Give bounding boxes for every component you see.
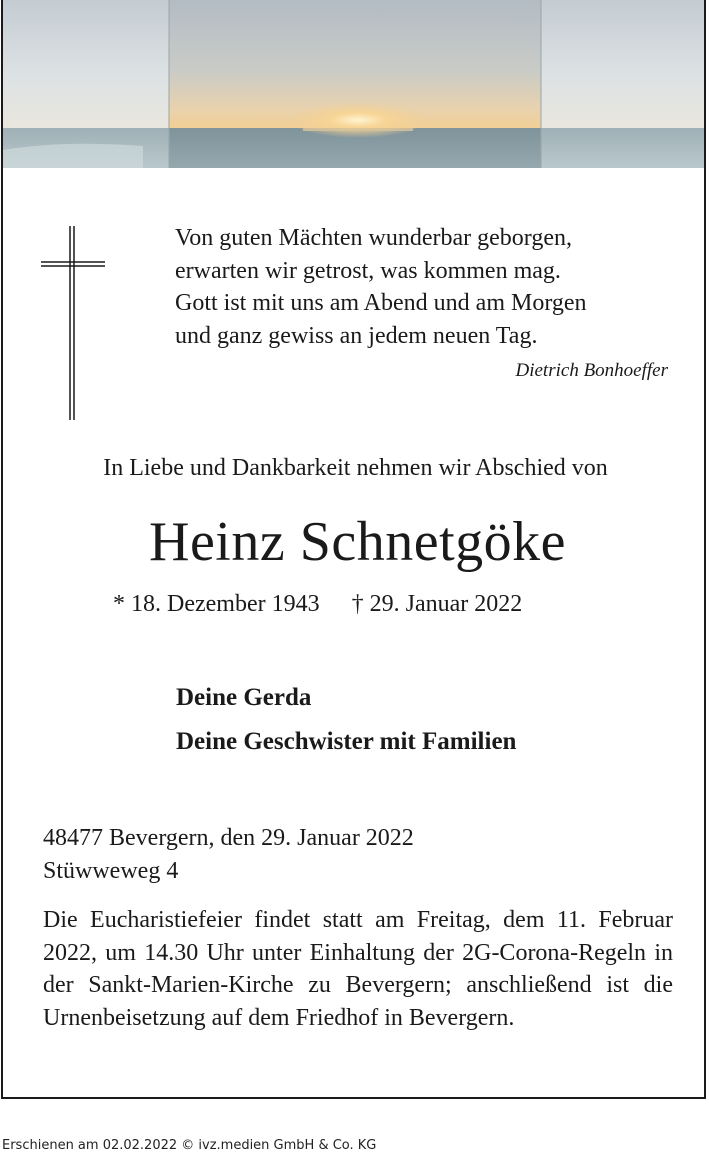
- death-date: † 29. Januar 2022: [351, 591, 523, 617]
- poem-line: Gott ist mit uns am Abend und am Morgen: [175, 290, 587, 316]
- sunset-sea-image: [3, 0, 704, 168]
- poem-line: erwarten wir getrost, was kommen mag.: [175, 257, 561, 284]
- address: [43, 822, 414, 887]
- deceased-name: Heinz Schnetgöke: [149, 511, 566, 573]
- publication-footer: Erschienen am 02.02.2022 © ivz.medien GmbH & Co. KG: [2, 1138, 377, 1153]
- obituary-frame: [1, 0, 706, 1099]
- funeral-notice: Die Eucharistiefeier findet statt am Freitag, dem 11. Februar 2022, um 14.30 Uhr unter Einhaltung der 2G-Corona-Regeln in der Sankt-Marien-Kirche zu Bevergern; anschließend ist die Urnenbeisetzung auf dem Friedhof in Bevergern.: [43, 907, 673, 1031]
- mourners: [176, 676, 516, 764]
- birth-date: * 18. Dezember 1943: [113, 591, 320, 617]
- address-line: 48477 Bevergern, den 29. Januar 2022: [43, 825, 414, 851]
- mourner: Deine Gerda: [176, 684, 312, 711]
- mourner: Deine Geschwister mit Familien: [176, 728, 517, 755]
- cross-icon: [39, 224, 107, 422]
- address-line: Stüwweweg 4: [43, 857, 179, 884]
- poem-author: Dietrich Bonhoeffer: [515, 360, 668, 381]
- poem-line: und ganz gewiss an jedem neuen Tag.: [175, 322, 538, 349]
- life-dates: [113, 591, 522, 618]
- farewell-intro: In Liebe und Dankbarkeit nehmen wir Abschied von: [103, 455, 608, 481]
- poem: [175, 222, 675, 352]
- poem-line: Von guten Mächten wunderbar geborgen,: [175, 225, 573, 251]
- sunset-sea-banner: [3, 0, 704, 168]
